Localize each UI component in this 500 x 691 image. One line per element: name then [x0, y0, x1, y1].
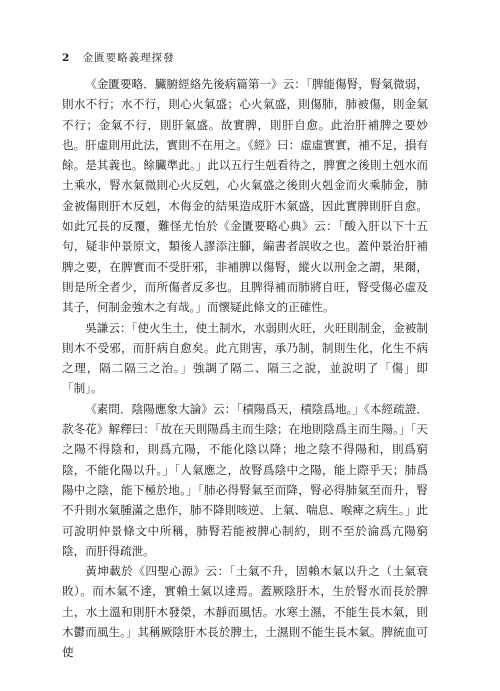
paragraph: 黃坤載於《四聖心源》云：「土氣不升，固賴木氣以升之（土氣衰敗）。而木氣不達，實賴土氣以達焉。蓋厥陰肝木，生於腎水而長於脾土，水土溫和則肝木發榮，木靜而風恬。水寒土濕，不能生長木氣，則木鬱而風生。」其稱厥陰肝木長於脾土，土濕則不能生長木氣。脾統血可使: [62, 564, 428, 660]
running-header: [62, 50, 175, 65]
paragraph: 吳謙云：「使火生土，使土制水，水弱則火旺，火旺則制金，金被制則木不受邪，而肝病自愈矣。此亢則害，承乃制，制則生化，化生不病之理，隔二隔三之治。」強調了隔二、隔三之說，並說明了「傷」即「制」。: [62, 320, 428, 396]
running-title: 金匱要略義理探發: [82, 52, 175, 64]
page-number: 2: [62, 52, 71, 64]
paragraph: 《金匱要略．臟腑經絡先後病篇第一》云：「脾能傷腎，腎氣微弱，則水不行；水不行，則心火氣盛；心火氣盛，則傷肺，肺被傷，則金氣不行；金氣不行，則肝氣盛。故實脾，則肝自愈。此治肝補脾之要妙也。肝虛則用此法，實則不在用之。《經》曰：虛虛實實，補不足，損有餘。是其義也。餘臟準此。」此以五行生剋看待之，脾實之後則土剋水而土乘水，腎水氣微則心火反剋，心火氣盛之後則火剋金而火乘肺金，肺金被傷則肝木反剋，木侮金的結果造成肝木氣盛，因此實脾則肝自愈。如此冗長的反覆，難怪尤怡於《金匱要略心典》云：「酸入肝以下十五句，疑非仲景原文，類後人謬添注腳，編書者誤收之也。蓋仲景治肝補脾之要，在脾實而不受肝邪，非補脾以傷腎，縱火以刑金之謂，果爾，則是所全者少，而所傷者反多也。且脾得補而肺將自旺，腎受傷必虛及其子，何制金強木之有哉。」而懷疑此條文的正確性。: [62, 77, 428, 315]
paragraph: 《素問．陰陽應象大論》云：「積陽爲天，積陰爲地。」《本經疏證．款冬花》解釋曰：「故在天則陽爲主而生陰；在地則陰爲主而生陽。」「天之陽不得陰和，則爲亢陽，不能化陰以降；地之陰不得陽和，則爲窮陰，不能化陽以升。」「人氣應之，故腎爲陰中之陽，能上際乎天；肺爲陽中之陰，能下極於地。」「肺必得腎氣至而降，腎必得肺氣至而升，腎不升則水氣腫滿之患作，肺不降則咳逆、上氣、喘息、喉痺之病生。」此可說明仲景條文中所稱，肺腎若能被脾心制約，則不至於淪爲亢陽窮陰，而肝得疏泄。: [62, 401, 428, 558]
body-text: [62, 74, 428, 663]
